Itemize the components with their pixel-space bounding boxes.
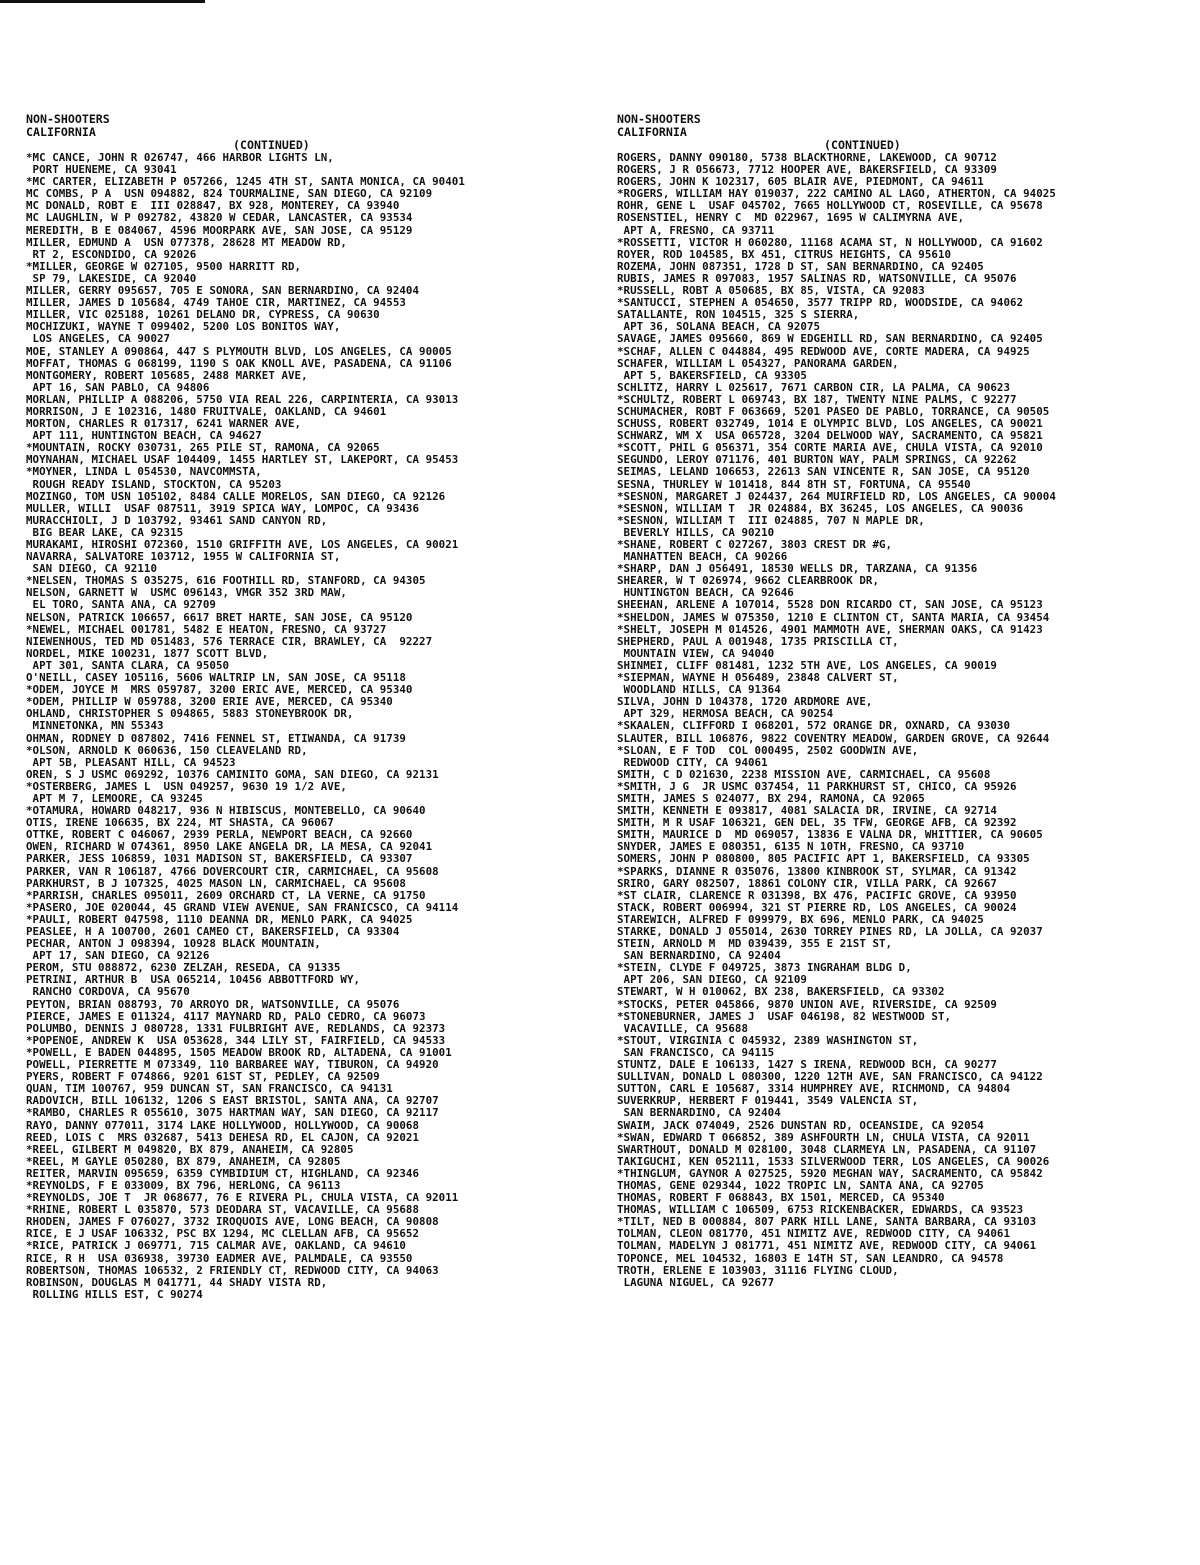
list-item: *REYNOLDS, JOE T JR 068677, 76 E RIVERA PL, CHULA VISTA, CA 92011 [26,1191,459,1205]
list-item: REED, LOIS C MRS 032687, 5413 DEHESA RD, EL CAJON, CA 92021 [26,1130,420,1144]
list-item: SUTTON, CARL E 105687, 3314 HUMPHREY AVE, RICHMOND, CA 94804 [617,1082,1011,1096]
list-item: RAYO, DANNY 077011, 3174 LAKE HOLLYWOOD, HOLLYWOOD, CA 90068 [26,1118,420,1132]
list-item: SRIRO, GARY 082507, 18861 COLONY CIR, VILLA PARK, CA 92667 [617,876,997,890]
list-item: SHINMEI, CLIFF 081481, 1232 5TH AVE, LOS ANGELES, CA 90019 [617,658,997,672]
list-item: BEVERLY HILLS, CA 90210 [617,525,775,539]
list-item: QUAN, TIM 100767, 959 DUNCAN ST, SAN FRANCISCO, CA 94131 [26,1082,393,1096]
list-item: SUVERKRUP, HERBERT F 019441, 3549 VALENCIA ST, [617,1094,919,1108]
list-item: APT 36, SOLANA BEACH, CA 92075 [617,320,821,334]
list-item: SAN DIEGO, CA 92110 [26,562,158,576]
list-item: *OSTERBERG, JAMES L USN 049257, 9630 19 1/2 AVE, [26,779,347,793]
list-item: MORTON, CHARLES R 017317, 6241 WARNER AVE, [26,417,302,431]
list-item: VACAVILLE, CA 95688 [617,1021,749,1035]
list-item: SWARTHOUT, DONALD M 028100, 3048 CLARMEYA LN, PASADENA, CA 91107 [617,1142,1037,1156]
list-item: MILLER, JAMES D 105684, 4749 TAHOE CIR, MARTINEZ, CA 94553 [26,296,406,310]
list-item: PETRINI, ARTHUR B USA 065214, 10456 ABBOTTFORD WY, [26,973,361,987]
list-item: *PASERO, JOE 020044, 45 GRAND VIEW AVENUE, SAN FRANICSCO, CA 94114 [26,900,459,914]
list-item: ROGERS, JOHN K 102317, 605 BLAIR AVE, PIEDMONT, CA 94611 [617,175,984,189]
list-item: RANCHO CORDOVA, CA 95670 [26,985,190,999]
list-item: *SWAN, EDWARD T 066852, 389 ASHFOURTH LN, CHULA VISTA, CA 92011 [617,1130,1030,1144]
list-item: SMITH, KENNETH E 093817, 4081 SALACIA DR, IRVINE, CA 92714 [617,804,997,818]
list-item: O'NEILL, CASEY 105116, 5606 WALTRIP LN, SAN JOSE, CA 95118 [26,671,406,685]
list-item: SAN BERNARDINO, CA 92404 [617,949,781,963]
list-item: *SCOTT, PHIL G 056371, 354 CORTE MARIA AVE, CHULA VISTA, CA 92010 [617,441,1043,455]
list-item: RICE, E J USAF 106332, PSC BX 1294, MC CLELLAN AFB, CA 95652 [26,1227,420,1241]
list-item: TAKIGUCHI, KEN 052111, 1533 SILVERWOOD TERR, LOS ANGELES, CA 90026 [617,1154,1050,1168]
list-item: MOZINGO, TOM USN 105102, 8484 CALLE MORELOS, SAN DIEGO, CA 92126 [26,489,446,503]
list-item: LAGUNA NIGUEL, CA 92677 [617,1275,775,1289]
list-item: SESNA, THURLEY W 101418, 844 8TH ST, FORTUNA, CA 95540 [617,477,971,491]
list-item: SLAUTER, BILL 106876, 9822 COVENTRY MEADOW, GARDEN GROVE, CA 92644 [617,731,1050,745]
list-item: OHLAND, CHRISTOPHER S 094865, 5883 STONEYBROOK DR, [26,707,354,721]
list-item: *REEL, M GAYLE 050280, BX 879, ANAHEIM, CA 92805 [26,1154,341,1168]
list-item: SATALLANTE, RON 104515, 325 S SIERRA, [617,308,860,322]
list-item: SAN BERNARDINO, CA 92404 [617,1106,781,1120]
list-item: *MC CANCE, JOHN R 026747, 466 HARBOR LIGHTS LN, [26,151,334,164]
list-item: PIERCE, JAMES E 011324, 4117 MAYNARD RD, PALO CEDRO, CA 96073 [26,1009,426,1023]
list-item: *RAMBO, CHARLES R 055610, 3075 HARTMAN WAY, SAN DIEGO, CA 92117 [26,1106,439,1120]
list-item: *SCHAF, ALLEN C 044884, 495 REDWOOD AVE, CORTE MADERA, CA 94925 [617,344,1030,358]
list-item: *POWELL, E BADEN 044895, 1505 MEADOW BROOK RD, ALTADENA, CA 91001 [26,1045,452,1059]
list-item: MILLER, EDMUND A USN 077378, 28628 MT MEADOW RD, [26,235,347,249]
list-item: *SESNON, WILLIAM T JR 024884, BX 36245, LOS ANGELES, CA 90036 [617,501,1024,515]
list-item: *REEL, GILBERT M 049820, BX 879, ANAHEIM, CA 92805 [26,1142,354,1156]
list-item: APT M 7, LEMOORE, CA 93245 [26,791,203,805]
list-item: THOMAS, WILLIAM C 106509, 6753 RICKENBACKER, EDWARDS, CA 93523 [617,1203,1024,1217]
list-item: APT 17, SAN DIEGO, CA 92126 [26,949,210,963]
list-item: *STONEBURNER, JAMES J USAF 046198, 82 WESTWOOD ST, [617,1009,952,1023]
list-item: RICE, R H USA 036938, 39730 EADMER AVE, PALMDALE, CA 93550 [26,1251,413,1265]
list-item: TOLMAN, MADELYN J 081771, 451 NIMITZ AVE, REDWOOD CITY, CA 94061 [617,1239,1037,1253]
list-item: PEYTON, BRIAN 088793, 70 ARROYO DR, WATSONVILLE, CA 95076 [26,997,400,1011]
list-item: MOUNTAIN VIEW, CA 94040 [617,646,775,660]
list-item: APT 206, SAN DIEGO, CA 92109 [617,973,807,987]
list-item: STEWART, W H 010062, BX 238, BAKERSFIELD, CA 93302 [617,985,945,999]
list-item: *RHINE, ROBERT L 035870, 573 DEODARA ST, VACAVILLE, CA 95688 [26,1203,420,1217]
list-item: *SESNON, MARGARET J 024437, 264 MUIRFIELD RD, LOS ANGELES, CA 90004 [617,489,1056,503]
list-item: ROBERTSON, THOMAS 106532, 2 FRIENDLY CT, REDWOOD CITY, CA 94063 [26,1263,439,1277]
list-item: *SESNON, WILLIAM T III 024885, 707 N MAPLE DR, [617,513,925,527]
list-item: STACK, ROBERT 006994, 321 ST PIERRE RD, LOS ANGELES, CA 90024 [617,900,1017,914]
list-item: MEREDITH, B E 084067, 4596 MOORPARK AVE, SAN JOSE, CA 95129 [26,223,413,237]
list-item: *SPARKS, DIANNE R 035076, 13800 KINBROOK ST, SYLMAR, CA 91342 [617,864,1017,878]
list-item: NAVARRA, SALVATORE 103712, 1955 W CALIFORNIA ST, [26,550,341,564]
list-item: *PAULI, ROBERT 047598, 1110 DEANNA DR, MENLO PARK, CA 94025 [26,912,413,926]
list-item: ROGERS, DANNY 090180, 5738 BLACKTHORNE, LAKEWOOD, CA 90712 [617,151,997,164]
list-item: OHMAN, RODNEY D 087802, 7416 FENNEL ST, ETIWANDA, CA 91739 [26,731,406,745]
list-item: MURACCHIOLI, J D 103792, 93461 SAND CANYON RD, [26,513,328,527]
list-item: APT 16, SAN PABLO, CA 94806 [26,380,210,394]
list-item: OTIS, IRENE 106635, BX 224, MT SHASTA, CA 96067 [26,816,334,830]
list-item: SMITH, M R USAF 106321, GEN DEL, 35 TFW, GEORGE AFB, CA 92392 [617,816,1017,830]
list-item: STARKE, DONALD J 055014, 2630 TORREY PINES RD, LA JOLLA, CA 92037 [617,925,1043,938]
list-item: SMITH, C D 021630, 2238 MISSION AVE, CARMICHAEL, CA 95608 [617,767,991,781]
list-item: ROHR, GENE L USAF 045702, 7665 HOLLYWOOD CT, ROSEVILLE, CA 95678 [617,199,1043,213]
list-item: SULLIVAN, DONALD L 080300, 1220 12TH AVE, SAN FRANCISCO, CA 94122 [617,1070,1043,1084]
list-item: *NELSEN, THOMAS S 035275, 616 FOOTHILL RD, STANFORD, CA 94305 [26,574,426,588]
list-item: *POPENOE, ANDREW K USA 053628, 344 LILY ST, FAIRFIELD, CA 94533 [26,1033,446,1047]
list-item: MILLER, GERRY 095657, 705 E SONORA, SAN BERNARDINO, CA 92404 [26,284,420,298]
list-item: SWAIM, JACK 074049, 2526 DUNSTAN RD, OCEANSIDE, CA 92054 [617,1118,984,1132]
list-item: APT 329, HERMOSA BEACH, CA 90254 [617,707,834,721]
list-item: SHEARER, W T 026974, 9662 CLEARBROOK DR, [617,574,880,588]
list-item: SMITH, MAURICE D MD 069057, 13836 E VALNA DR, WHITTIER, CA 90605 [617,828,1043,842]
list-item: SCHWARZ, WM X USA 065728, 3204 DELWOOD WAY, SACRAMENTO, CA 95821 [617,429,1043,443]
right-column [617,113,1187,1289]
list-item: SP 79, LAKESIDE, CA 92040 [26,271,197,285]
list-item: STAREWICH, ALFRED F 099979, BX 696, MENLO PARK, CA 94025 [617,912,984,926]
list-item: MURAKAMI, HIROSHI 072360, 1510 GRIFFITH AVE, LOS ANGELES, CA 90021 [26,538,459,551]
list-item: *THINGLUM, GAYNOR A 027525, 5920 MEGHAN WAY, SACRAMENTO, CA 95842 [617,1166,1043,1180]
list-item: ROYER, ROD 104585, BX 451, CITRUS HEIGHTS, CA 95610 [617,247,952,261]
list-item: PEASLEE, H A 100700, 2601 CAMEO CT, BAKERSFIELD, CA 93304 [26,925,400,938]
list-item: POWELL, PIERRETTE M 073349, 110 BARBAREE WAY, TIBURON, CA 94920 [26,1058,439,1072]
list-item: RUBIS, JAMES R 097083, 1957 SALINAS RD, WATSONVILLE, CA 95076 [617,271,1017,285]
list-item: *SANTUCCI, STEPHEN A 054650, 3577 TRIPP RD, WOODSIDE, CA 94062 [617,296,1024,310]
list-item: BIG BEAR LAKE, CA 92315 [26,525,184,539]
list-item: TOLMAN, CLEON 081770, 451 NIMITZ AVE, REDWOOD CITY, CA 94061 [617,1227,1011,1241]
list-item: MC COMBS, P A USN 094882, 824 TOURMALINE, SAN DIEGO, CA 92109 [26,187,433,201]
list-item: *ODEM, JOYCE M MRS 059787, 3200 ERIC AVE, MERCED, CA 95340 [26,683,413,697]
list-item: REITER, MARVIN 095659, 6359 CYMBIDIUM CT, HIGHLAND, CA 92346 [26,1166,420,1180]
list-item: *STOUT, VIRGINIA C 045932, 2389 WASHINGTON ST, [617,1033,919,1047]
list-item: *PARRISH, CHARLES 095011, 2609 ORCHARD CT, LA VERNE, CA 91750 [26,888,426,902]
list-item: LOS ANGELES, CA 90027 [26,332,171,346]
list-item: POLUMBO, DENNIS J 080728, 1331 FULBRIGHT AVE, REDLANDS, CA 92373 [26,1021,446,1035]
list-item: MULLER, WILLI USAF 087511, 3919 SPICA WAY, LOMPOC, CA 93436 [26,501,420,515]
list-item: ROGERS, J R 056673, 7712 HOOPER AVE, BAKERSFIELD, CA 93309 [617,163,997,177]
list-item: MONTGOMERY, ROBERT 105685, 2488 MARKET AVE, [26,368,308,382]
list-item: APT 301, SANTA CLARA, CA 95050 [26,658,230,672]
left-entry-list [26,152,596,1301]
list-item: SCHUSS, ROBERT 032749, 1014 E OLYMPIC BLVD, LOS ANGELES, CA 90021 [617,417,1043,431]
list-item: APT 5B, PLEASANT HILL, CA 94523 [26,755,236,769]
list-item: MINNETONKA, MN 55343 [26,719,164,733]
list-item: *MILLER, GEORGE W 027105, 9500 HARRITT RD, [26,259,302,273]
list-item: NELSON, PATRICK 106657, 6617 BRET HARTE, SAN JOSE, CA 95120 [26,610,413,624]
list-item: MC DONALD, ROBT E III 028847, BX 928, MONTEREY, CA 93940 [26,199,400,213]
list-item: ROSENSTIEL, HENRY C MD 022967, 1695 W CALIMYRNA AVE, [617,211,965,225]
list-item: *SHELDON, JAMES W 075350, 1210 E CLINTON CT, SANTA MARIA, CA 93454 [617,610,1050,624]
list-item: SEIMAS, LELAND 106653, 22613 SAN VINCENTE R, SAN JOSE, CA 95120 [617,465,1030,479]
list-item: APT A, FRESNO, CA 93711 [617,223,775,237]
list-item: NIEWENHOUS, TED MD 051483, 576 TERRACE CIR, BRAWLEY, CA 92227 [26,634,433,648]
list-item: RADOVICH, BILL 106132, 1206 S EAST BRISTOL, SANTA ANA, CA 92707 [26,1094,439,1108]
list-item: *MC CARTER, ELIZABETH P 057266, 1245 4TH ST, SANTA MONICA, CA 90401 [26,175,465,189]
list-item: SAVAGE, JAMES 095660, 869 W EDGEHILL RD, SAN BERNARDINO, CA 92405 [617,332,1043,346]
list-item: *NEWEL, MICHAEL 001781, 5482 E HEATON, FRESNO, CA 93727 [26,622,387,636]
list-item: PYERS, ROBERT F 074866, 9201 61ST ST, PEDLEY, CA 92509 [26,1070,380,1084]
list-item: SOMERS, JOHN P 080800, 805 PACIFIC APT 1, BAKERSFIELD, CA 93305 [617,852,1030,866]
list-item: MORRISON, J E 102316, 1480 FRUITVALE, OAKLAND, CA 94601 [26,404,387,418]
list-item: SAN FRANCISCO, CA 94115 [617,1045,775,1059]
list-item: TOPONCE, MEL 104532, 16803 E 14TH ST, SAN LEANDRO, CA 94578 [617,1251,1004,1265]
list-item: ROZEMA, JOHN 087351, 1728 D ST, SAN BERNARDINO, CA 92405 [617,259,984,273]
left-header-title: NON-SHOOTERS [26,112,110,126]
list-item: *SHARP, DAN J 056491, 18530 WELLS DR, TARZANA, CA 91356 [617,562,978,576]
list-item: PARKER, JESS 106859, 1031 MADISON ST, BAKERSFIELD, CA 93307 [26,852,413,866]
list-item: HUNTINGTON BEACH, CA 92646 [617,586,794,600]
list-item: NORDEL, MIKE 100231, 1877 SCOTT BLVD, [26,646,269,660]
list-item: *SMITH, J G JR USMC 037454, 11 PARKHURST ST, CHICO, CA 95926 [617,779,1017,793]
list-item: MC LAUGHLIN, W P 092782, 43820 W CEDAR, LANCASTER, CA 93534 [26,211,413,225]
list-item: *ROGERS, WILLIAM HAY 019037, 222 CAMINO AL LAGO, ATHERTON, CA 94025 [617,187,1056,201]
list-item: *MOYNER, LINDA L 054530, NAVCOMMSTA, [26,465,262,479]
list-item: MILLER, VIC 025188, 10261 DELANO DR, CYPRESS, CA 90630 [26,308,380,322]
list-item: *SHELT, JOSEPH M 014526, 4901 MAMMOTH AVE, SHERMAN OAKS, CA 91423 [617,622,1043,636]
left-column [26,113,596,1301]
list-item: MOE, STANLEY A 090864, 447 S PLYMOUTH BLVD, LOS ANGELES, CA 90005 [26,344,452,358]
list-item: RHODEN, JAMES F 076027, 3732 IROQUOIS AVE, LONG BEACH, CA 90808 [26,1215,439,1229]
list-item: *OLSON, ARNOLD K 060636, 150 CLEAVELAND RD, [26,743,308,757]
list-item: STUNTZ, DALE E 106133, 1427 S IRENA, REDWOOD BCH, CA 90277 [617,1058,997,1072]
list-item: OREN, S J USMC 069292, 10376 CAMINITO GOMA, SAN DIEGO, CA 92131 [26,767,439,781]
list-item: *TILT, NED B 000884, 807 PARK HILL LANE, SANTA BARBARA, CA 93103 [617,1215,1037,1229]
list-item: MOFFAT, THOMAS G 068199, 1190 S OAK KNOLL AVE, PASADENA, CA 91106 [26,356,452,370]
list-item: PARKHURST, B J 107325, 4025 MASON LN, CARMICHAEL, CA 95608 [26,876,406,890]
list-item: REDWOOD CITY, CA 94061 [617,755,768,769]
list-item: *ODEM, PHILLIP W 059788, 3200 ERIE AVE, MERCED, CA 95340 [26,695,393,709]
list-item: *STEIN, CLYDE F 049725, 3873 INGRAHAM BLDG D, [617,961,912,975]
list-item: SCHAFER, WILLIAM L 054327, PANORAMA GARDEN, [617,356,899,370]
list-item: NELSON, GARNETT W USMC 096143, VMGR 352 3RD MAW, [26,586,347,600]
list-item: STEIN, ARNOLD M MD 039439, 355 E 21ST ST, [617,937,893,951]
list-item: SEGUNDO, LEROY 071176, 401 BURTON WAY, PALM SPRINGS, CA 92262 [617,453,1017,467]
list-item: PARKER, VAN R 106187, 4766 DOVERCOURT CIR, CARMICHAEL, CA 95608 [26,864,439,878]
list-item: WOODLAND HILLS, CA 91364 [617,683,781,697]
left-continued-label: (CONTINUED) [233,138,310,152]
list-item: SHEEHAN, ARLENE A 107014, 5528 DON RICARDO CT, SAN JOSE, CA 95123 [617,598,1043,612]
list-item: PEROM, STU 088872, 6230 ZELZAH, RESEDA, CA 91335 [26,961,341,975]
list-item: APT 5, BAKERSFIELD, CA 93305 [617,368,807,382]
list-item: *STOCKS, PETER 045866, 9870 UNION AVE, RIVERSIDE, CA 92509 [617,997,997,1011]
left-header-state: CALIFORNIA [26,125,96,139]
list-item: *REYNOLDS, F E 033009, BX 796, HERLONG, CA 96113 [26,1178,341,1192]
right-entry-list [617,152,1187,1289]
list-item: SHEPHERD, PAUL A 001948, 1735 PRISCILLA CT, [617,634,899,648]
list-item: *SIEPMAN, WAYNE H 056489, 23848 CALVERT ST, [617,671,899,685]
list-item: PORT HUENEME, CA 93041 [26,163,177,177]
list-item: *SKAALEN, CLIFFORD I 068201, 572 ORANGE DR, OXNARD, CA 93030 [617,719,1011,733]
list-item: *RICE, PATRICK J 069771, 715 CALMAR AVE, OAKLAND, CA 94610 [26,1239,406,1253]
list-item: SCHUMACHER, ROBT F 063669, 5201 PASEO DE PABLO, TORRANCE, CA 90505 [617,404,1050,418]
list-item: OWEN, RICHARD W 074361, 8950 LAKE ANGELA DR, LA MESA, CA 92041 [26,840,433,854]
right-header-title: NON-SHOOTERS [617,112,701,126]
list-item: *ROSSETTI, VICTOR H 060280, 11168 ACAMA ST, N HOLLYWOOD, CA 91602 [617,235,1043,249]
list-item: SNYDER, JAMES E 080351, 6135 N 10TH, FRESNO, CA 93710 [617,840,965,854]
list-item: *MOUNTAIN, ROCKY 030731, 265 PILE ST, RAMONA, CA 92065 [26,441,380,455]
list-item: ROLLING HILLS EST, C 90274 [26,1287,203,1301]
list-item: *OTAMURA, HOWARD 048217, 936 N HIBISCUS, MONTEBELLO, CA 90640 [26,804,426,818]
list-item: PECHAR, ANTON J 098394, 10928 BLACK MOUNTAIN, [26,937,321,951]
list-item: *ST CLAIR, CLARENCE R 031398, BX 476, PACIFIC GROVE, CA 93950 [617,888,1017,902]
list-item: EL TORO, SANTA ANA, CA 92709 [26,598,216,612]
list-item: MANHATTEN BEACH, CA 90266 [617,550,788,564]
list-item: ROBINSON, DOUGLAS M 041771, 44 SHADY VISTA RD, [26,1275,328,1289]
list-item: THOMAS, ROBERT F 068843, BX 1501, MERCED, CA 95340 [617,1191,945,1205]
right-continued-label: (CONTINUED) [824,138,901,152]
list-item: SCHLITZ, HARRY L 025617, 7671 CARBON CIR, LA PALMA, CA 90623 [617,380,1011,394]
list-item: ROUGH READY ISLAND, STOCKTON, CA 95203 [26,477,282,491]
list-item: *SCHULTZ, ROBERT L 069743, BX 187, TWENTY NINE PALMS, C 92277 [617,392,1017,406]
list-item: TROTH, ERLENE E 103903, 31116 FLYING CLOUD, [617,1263,899,1277]
list-item: MORLAN, PHILLIP A 088206, 5750 VIA REAL 226, CARPINTERIA, CA 93013 [26,392,459,406]
list-item: APT 111, HUNTINGTON BEACH, CA 94627 [26,429,262,443]
list-item: MOCHIZUKI, WAYNE T 099402, 5200 LOS BONITOS WAY, [26,320,341,334]
list-item: OTTKE, ROBERT C 046067, 2939 PERLA, NEWPORT BEACH, CA 92660 [26,828,413,842]
list-item: SILVA, JOHN D 104378, 1720 ARDMORE AVE, [617,695,873,709]
top-rule [0,0,205,3]
list-item: *SHANE, ROBERT C 027267, 3803 CREST DR #G, [617,538,893,551]
list-item: SMITH, JAMES S 024077, BX 294, RAMONA, CA 92065 [617,791,925,805]
list-item: THOMAS, GENE 029344, 1022 TROPIC LN, SANTA ANA, CA 92705 [617,1178,984,1192]
list-item: MOYNAHAN, MICHAEL USAF 104409, 1455 HARTLEY ST, LAKEPORT, CA 95453 [26,453,459,467]
list-item: *SLOAN, E F TOD COL 000495, 2502 GOODWIN AVE, [617,743,919,757]
list-item: RT 2, ESCONDIDO, CA 92026 [26,247,197,261]
right-header-state: CALIFORNIA [617,125,687,139]
list-item: *RUSSELL, ROBT A 050685, BX 85, VISTA, CA 92083 [617,284,925,298]
